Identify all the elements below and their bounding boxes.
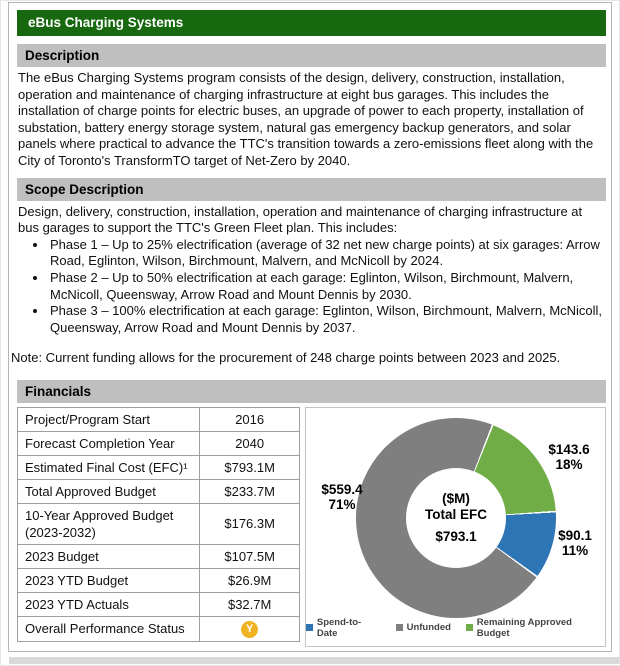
legend-item-remaining xyxy=(466,617,605,639)
label-unfunded xyxy=(312,482,372,512)
row-value: $26.9M xyxy=(200,568,300,592)
donut-center-label xyxy=(356,491,556,545)
table-row xyxy=(18,503,300,544)
legend-label: Remaining Approved Budget xyxy=(476,616,572,639)
page-content xyxy=(11,10,606,647)
scope-text xyxy=(17,201,606,337)
legend-item-spend-to-date xyxy=(306,617,381,639)
financials-table xyxy=(17,407,300,642)
label-unfunded-value: $559.4 xyxy=(321,481,363,497)
status-badge: Y xyxy=(241,621,258,638)
description-text: The eBus Charging Systems program consists of the design, delivery, construction, installation, operation and maintenance of charging infrastructure at eight bus garages. This includes the installation of charge points for electric buses, an upgrade of power to each property, installation of substation, battery energy storage system, natural gas emergency backup generators, and solar panels where practical to advance the TTC's transition towards a zero-emissions fleet along with the City of Toronto's TransformTO target of Net-Zero by 2040. xyxy=(18,70,594,168)
row-value: $793.1M xyxy=(200,455,300,479)
legend-swatch-green xyxy=(466,624,473,631)
funding-note: Note: Current funding allows for the procurement of 248 charge points between 2023 and 2025. xyxy=(11,350,561,366)
row-label: 2023 YTD Budget xyxy=(18,568,200,592)
row-label: Total Approved Budget xyxy=(18,479,200,503)
financials-area xyxy=(17,407,606,647)
row-label: Forecast Completion Year xyxy=(18,431,200,455)
center-total: $793.1 xyxy=(435,528,477,544)
legend-label: Unfunded xyxy=(406,622,451,634)
row-label: 10-Year Approved Budget (2023-2032) xyxy=(18,503,200,544)
label-remaining-pct: 18% xyxy=(555,456,583,472)
table-row xyxy=(18,455,300,479)
table-row xyxy=(18,544,300,568)
efc-donut-chart xyxy=(305,407,606,647)
table-row xyxy=(18,568,300,592)
table-row xyxy=(18,592,300,616)
section-header-description: Description xyxy=(17,44,606,67)
label-unfunded-pct: 71% xyxy=(328,496,356,512)
table-row xyxy=(18,407,300,431)
scope-bullet-phase1: • Phase 1 – Up to 25% electrification (average of 32 net new charge points) at six garages: Arrow Road, Eglinton, Wilson, Birchmount, Malvern, and McNicoll by 2024. xyxy=(48,237,605,270)
row-value: $32.7M xyxy=(200,592,300,616)
row-label: Estimated Final Cost (EFC)¹ xyxy=(18,455,200,479)
page-title: eBus Charging Systems xyxy=(17,10,606,36)
table-row xyxy=(18,479,300,503)
label-spend-pct: 11% xyxy=(561,542,589,558)
legend-label: Spend-to-Date xyxy=(316,616,362,639)
label-remaining-budget xyxy=(536,442,602,472)
scope-bullet-phase2: • Phase 2 – Up to 50% electrification at each garage: Eglinton, Wilson, Birchmount, Malvern, McNicoll, Queensway, Arrow Road and Mount Dennis by 2030. xyxy=(48,270,605,303)
legend-item-unfunded xyxy=(396,617,451,639)
row-value: $107.5M xyxy=(200,544,300,568)
legend-swatch-blue xyxy=(306,624,313,631)
row-value: $233.7M xyxy=(200,479,300,503)
row-value: 2040 xyxy=(200,431,300,455)
section-header-financials: Financials xyxy=(17,380,606,403)
legend-swatch-gray xyxy=(396,624,403,631)
chart-legend xyxy=(306,617,605,639)
scope-bullet-list xyxy=(48,237,605,337)
row-label: 2023 Budget xyxy=(18,544,200,568)
scope-bullet-phase3: • Phase 3 – 100% electrification at each garage: Eglinton, Wilson, Birchmount, Malvern, McNicoll, Queensway, Arrow Road and Mount Dennis by 2037. xyxy=(48,303,605,336)
label-remaining-value: $143.6 xyxy=(548,441,590,457)
label-spend-value: $90.1 xyxy=(558,527,592,543)
page-shadow xyxy=(9,657,619,664)
row-value xyxy=(200,616,300,641)
row-label: 2023 YTD Actuals xyxy=(18,592,200,616)
scope-intro: Design, delivery, construction, installation, operation and maintenance of charging infrastructure at bus garages to support the TTC's Green Fleet plan. This includes: xyxy=(18,203,583,236)
table-row xyxy=(18,431,300,455)
center-title: Total EFC xyxy=(425,506,487,522)
row-value: 2016 xyxy=(200,407,300,431)
label-spend-to-date xyxy=(546,528,604,558)
row-value: $176.3M xyxy=(200,503,300,544)
row-label: Overall Performance Status xyxy=(18,616,200,641)
center-units: ($M) xyxy=(442,490,470,506)
section-header-scope: Scope Description xyxy=(17,178,606,201)
row-label: Project/Program Start xyxy=(18,407,200,431)
status-row xyxy=(18,616,300,641)
